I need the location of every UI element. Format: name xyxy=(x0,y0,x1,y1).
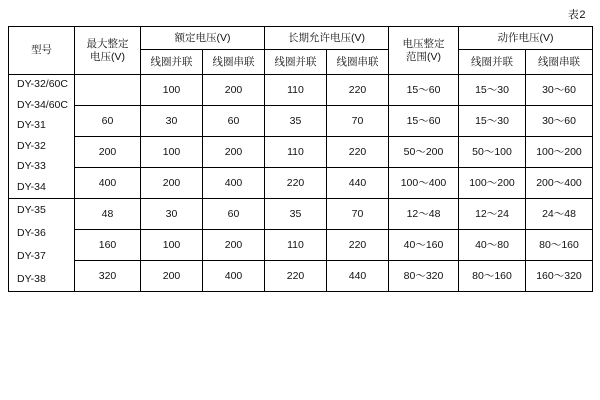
cell-rated-series: 200 xyxy=(203,137,265,168)
table-row xyxy=(9,261,593,292)
header-rated-coil-series: 线圈串联 xyxy=(203,50,265,75)
cell-long-parallel: 220 xyxy=(265,168,327,199)
model-name: DY-34/60C xyxy=(17,98,68,111)
cell-rated-parallel: 30 xyxy=(141,199,203,230)
model-name: DY-33 xyxy=(17,160,46,173)
model-name: DY-37 xyxy=(17,249,46,262)
cell-adjust-range: 40～160 xyxy=(389,230,459,261)
cell-action-parallel: 15～30 xyxy=(459,75,526,106)
cell-rated-parallel: 100 xyxy=(141,230,203,261)
cell-max-setting: 200 xyxy=(75,137,141,168)
cell-action-parallel: 50～100 xyxy=(459,137,526,168)
cell-adjust-range: 80～320 xyxy=(389,261,459,292)
header-long-coil-series: 线圈串联 xyxy=(327,50,389,75)
cell-max-setting: 160 xyxy=(75,230,141,261)
cell-rated-series: 200 xyxy=(203,230,265,261)
cell-long-parallel: 110 xyxy=(265,230,327,261)
cell-adjust-range: 100～400 xyxy=(389,168,459,199)
model-name: DY-35 xyxy=(17,203,46,216)
cell-adjust-range: 50～200 xyxy=(389,137,459,168)
cell-long-parallel: 35 xyxy=(265,106,327,137)
cell-long-parallel: 220 xyxy=(265,261,327,292)
cell-action-parallel: 40～80 xyxy=(459,230,526,261)
header-max-setting-line1: 最大整定 xyxy=(86,38,129,51)
cell-rated-parallel: 200 xyxy=(141,168,203,199)
cell-rated-series: 400 xyxy=(203,168,265,199)
cell-rated-series: 400 xyxy=(203,261,265,292)
cell-action-parallel: 100～200 xyxy=(459,168,526,199)
cell-max-setting: 400 xyxy=(75,168,141,199)
model-list-1 xyxy=(9,75,74,198)
cell-rated-series: 60 xyxy=(203,106,265,137)
cell-long-series: 220 xyxy=(327,75,389,106)
model-name: DY-38 xyxy=(17,272,46,285)
table-head xyxy=(9,27,593,75)
cell-action-series: 30～60 xyxy=(526,75,593,106)
table-row xyxy=(9,137,593,168)
header-action-coil-parallel: 线圈并联 xyxy=(459,50,526,75)
model-name: DY-34 xyxy=(17,180,46,193)
cell-long-series: 440 xyxy=(327,261,389,292)
cell-long-series: 70 xyxy=(327,106,389,137)
cell-max-setting: 320 xyxy=(75,261,141,292)
header-adjust-range-line2: 范围(V) xyxy=(406,50,441,63)
cell-long-series: 70 xyxy=(327,199,389,230)
table-caption: 表2 xyxy=(567,9,586,21)
model-name: DY-36 xyxy=(17,226,46,239)
cell-adjust-range: 12～48 xyxy=(389,199,459,230)
cell-long-series: 220 xyxy=(327,137,389,168)
cell-action-parallel: 12～24 xyxy=(459,199,526,230)
cell-action-series: 200～400 xyxy=(526,168,593,199)
cell-rated-parallel: 100 xyxy=(141,137,203,168)
cell-rated-parallel: 100 xyxy=(141,75,203,106)
header-rated-coil-parallel: 线圈并联 xyxy=(141,50,203,75)
model-name: DY-31 xyxy=(17,119,46,132)
cell-long-series: 440 xyxy=(327,168,389,199)
relay-spec-table xyxy=(8,26,593,292)
model-name: DY-32/60C xyxy=(17,78,68,91)
cell-max-setting: 48 xyxy=(75,199,141,230)
cell-long-parallel: 110 xyxy=(265,137,327,168)
cell-rated-series: 60 xyxy=(203,199,265,230)
header-model: 型号 xyxy=(9,27,75,75)
cell-rated-parallel: 30 xyxy=(141,106,203,137)
model-group-2 xyxy=(9,199,75,292)
cell-action-series: 80～160 xyxy=(526,230,593,261)
cell-action-series: 160～320 xyxy=(526,261,593,292)
cell-action-series: 100～200 xyxy=(526,137,593,168)
table-row xyxy=(9,75,593,106)
cell-action-series: 24～48 xyxy=(526,199,593,230)
cell-max-setting xyxy=(75,75,141,106)
header-adjust-range-line1: 电压整定 xyxy=(402,38,445,51)
cell-long-parallel: 35 xyxy=(265,199,327,230)
model-name: DY-32 xyxy=(17,139,46,152)
table-row xyxy=(9,199,593,230)
cell-long-series: 220 xyxy=(327,230,389,261)
model-group-1 xyxy=(9,75,75,199)
header-adjust-range xyxy=(389,27,459,75)
cell-rated-parallel: 200 xyxy=(141,261,203,292)
cell-adjust-range: 15～60 xyxy=(389,106,459,137)
cell-long-parallel: 110 xyxy=(265,75,327,106)
header-long-coil-parallel: 线圈并联 xyxy=(265,50,327,75)
spec-table-wrapper xyxy=(8,26,592,292)
cell-action-parallel: 15～30 xyxy=(459,106,526,137)
header-rated-voltage: 额定电压(V) xyxy=(141,27,265,50)
cell-action-series: 30～60 xyxy=(526,106,593,137)
table-row xyxy=(9,230,593,261)
table-body xyxy=(9,75,593,292)
header-action-coil-series: 线圈串联 xyxy=(526,50,593,75)
header-action-voltage: 动作电压(V) xyxy=(459,27,593,50)
cell-max-setting: 60 xyxy=(75,106,141,137)
header-max-setting-line2: 电压(V) xyxy=(90,50,125,63)
header-row-top xyxy=(9,27,593,50)
cell-action-parallel: 80～160 xyxy=(459,261,526,292)
header-long-term-voltage: 长期允许电压(V) xyxy=(265,27,389,50)
table-row xyxy=(9,106,593,137)
header-max-setting xyxy=(75,27,141,75)
cell-adjust-range: 15～60 xyxy=(389,75,459,106)
model-list-2 xyxy=(9,199,74,291)
cell-rated-series: 200 xyxy=(203,75,265,106)
table-row xyxy=(9,168,593,199)
